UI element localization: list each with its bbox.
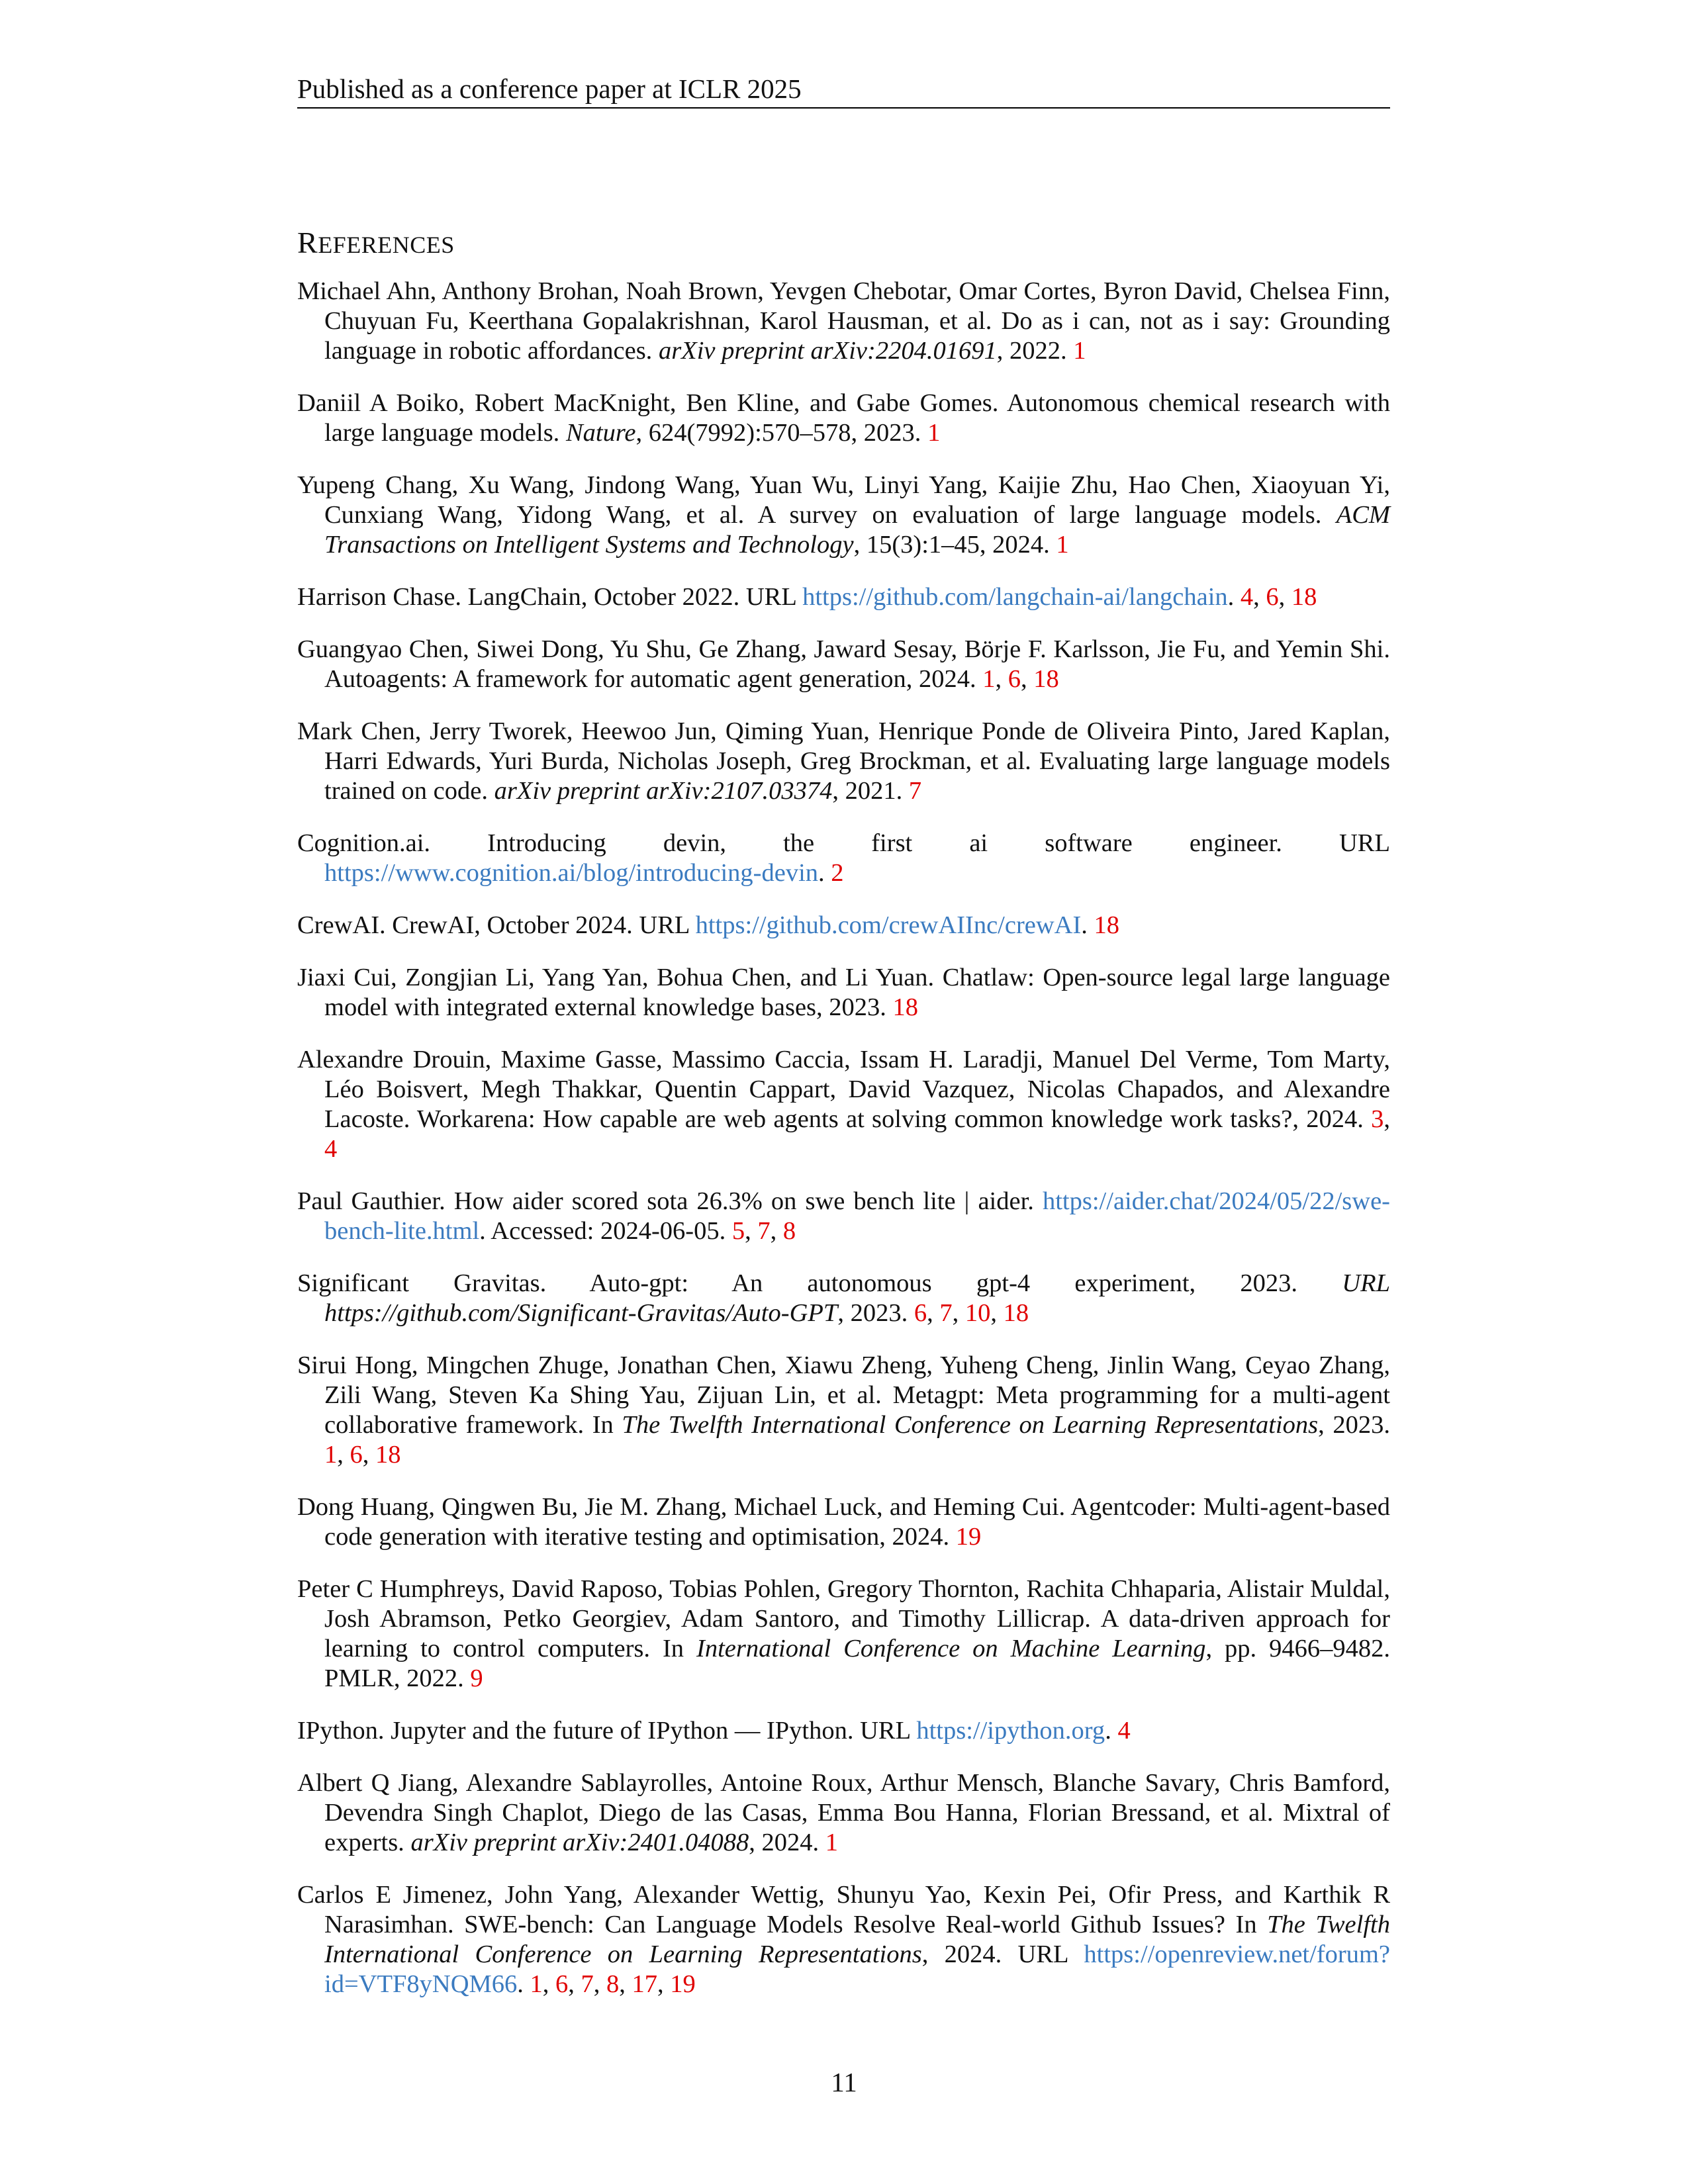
reference-text: Michael Ahn, Anthony Brohan, Noah Brown, Yevgen Chebotar, Omar Cortes, Byron David, Chelsea Finn, Chuyuan Fu, Keerthana Gopalakrishnan, Karol Hausman, et al. Do as i can, not as i say: Grounding language in robotic affordances. [297, 277, 1390, 365]
reference-text: , [1383, 1105, 1390, 1133]
venue-italic: The Twelfth International Conference on Learning Representations [324, 1911, 1390, 1968]
page-backref-link[interactable]: 9 [470, 1664, 483, 1692]
reference-entry [297, 1187, 1390, 1246]
venue-italic: ACM Transactions on Intelligent Systems and Technology [324, 501, 1390, 559]
venue-italic: arXiv preprint arXiv:2204.01691 [658, 337, 997, 365]
page-backref-link[interactable]: 8 [606, 1970, 620, 1998]
reference-text: CrewAI. CrewAI, October 2024. URL [297, 911, 696, 939]
venue-italic: arXiv preprint arXiv:2107.03374 [494, 777, 833, 805]
reference-text: Daniil A Boiko, Robert MacKnight, Ben Kline, and Gabe Gomes. Autonomous chemical research with large language models. [297, 389, 1390, 447]
page-backref-link[interactable]: 19 [670, 1970, 696, 1998]
page-backref-link[interactable]: 4 [1240, 583, 1254, 611]
reference-text: Guangyao Chen, Siwei Dong, Yu Shu, Ge Zhang, Jaward Sesay, Börje F. Karlsson, Jie Fu, and Yemin Shi. Autoagents: A framework for automatic agent generation, 2024. [297, 635, 1390, 693]
reference-text: , [1021, 665, 1034, 693]
page-backref-link[interactable]: 6 [350, 1441, 363, 1469]
reference-text: Cognition.ai. Introducing devin, the first ai software engineer. URL [297, 829, 1390, 857]
reference-entry [297, 963, 1390, 1023]
reference-text: , [619, 1970, 632, 1998]
reference-text: Jiaxi Cui, Zongjian Li, Yang Yan, Bohua Chen, and Li Yuan. Chatlaw: Open-source legal large language model with integrated external knowledge bases, 2023. [297, 964, 1390, 1021]
page-backref-link[interactable]: 6 [555, 1970, 569, 1998]
page-backref-link[interactable]: 17 [632, 1970, 657, 1998]
reference-entry [297, 1768, 1390, 1858]
url-link[interactable]: https://aider.chat/2024/05/22/swe-bench-lite.html [324, 1187, 1390, 1245]
reference-text: , [1278, 583, 1291, 611]
reference-text: , [745, 1217, 758, 1245]
reference-text: Peter C Humphreys, David Raposo, Tobias Pohlen, Gregory Thornton, Rachita Chhaparia, Alistair Muldal, Josh Abramson, Petko Georgiev, Adam Santoro, and Timothy Lillicrap. A data-driven approach for learning to control computers. In [297, 1575, 1390, 1662]
reference-entry [297, 1716, 1390, 1746]
reference-entry [297, 1492, 1390, 1552]
venue-italic: Nature [565, 419, 636, 447]
page-backref-link[interactable]: 7 [908, 777, 922, 805]
running-header: Published as a conference paper at ICLR 2025 [297, 73, 802, 104]
page-backref-link[interactable]: 2 [831, 859, 844, 887]
page-backref-link[interactable]: 7 [939, 1299, 953, 1327]
reference-entry [297, 471, 1390, 560]
venue-italic: International Conference on Machine Learning [696, 1635, 1206, 1662]
reference-text: , pp. 9466–9482. PMLR, 2022. [324, 1635, 1390, 1692]
reference-text: Sirui Hong, Mingchen Zhuge, Jonathan Chen, Xiawu Zheng, Yuheng Cheng, Jinlin Wang, Ceyao Zhang, Zili Wang, Steven Ka Shing Yau, Zijuan Lin, et al. Metagpt: Meta programming for a multi-agent collaborative framework. In [297, 1351, 1390, 1439]
reference-list [297, 277, 1390, 2022]
page-backref-link[interactable]: 18 [375, 1441, 401, 1469]
reference-text: . [1105, 1717, 1118, 1745]
section-title [297, 224, 455, 264]
reference-text: Mark Chen, Jerry Tworek, Heewoo Jun, Qiming Yuan, Henrique Ponde de Oliveira Pinto, Jared Kaplan, Harri Edwards, Yuri Burda, Nicholas Joseph, Greg Brockman, et al. Evaluating large language models trained on code. [297, 717, 1390, 805]
page-backref-link[interactable]: 1 [1073, 337, 1086, 365]
reference-text: . Accessed: 2024-06-05. [479, 1217, 732, 1245]
page-backref-link[interactable]: 19 [955, 1523, 982, 1551]
page-backref-link[interactable]: 1 [982, 665, 996, 693]
reference-text: , [990, 1299, 1004, 1327]
page-backref-link[interactable]: 18 [1094, 911, 1120, 939]
page-backref-link[interactable]: 7 [757, 1217, 771, 1245]
reference-text: , 15(3):1–45, 2024. [853, 531, 1056, 559]
reference-text: , [952, 1299, 965, 1327]
venue-italic: The Twelfth International Conference on Learning Representations [622, 1411, 1319, 1439]
reference-text: , [568, 1970, 581, 1998]
reference-entry [297, 1269, 1390, 1328]
page-backref-link[interactable]: 18 [1003, 1299, 1029, 1327]
reference-entry [297, 582, 1390, 612]
reference-text: , [1253, 583, 1266, 611]
reference-text: Dong Huang, Qingwen Bu, Jie M. Zhang, Michael Luck, and Heming Cui. Agentcoder: Multi-agent-based code generation with iterative testing and optimisation, 2024. [297, 1493, 1390, 1551]
reference-text: Yupeng Chang, Xu Wang, Jindong Wang, Yuan Wu, Linyi Yang, Kaijie Zhu, Hao Chen, Xiaoyuan Yi, Cunxiang Wang, Yidong Wang, et al. A survey on evaluation of large language models. [297, 471, 1390, 529]
reference-text: Harrison Chase. LangChain, October 2022. URL [297, 583, 803, 611]
reference-entry [297, 277, 1390, 366]
reference-text: , [337, 1441, 350, 1469]
page-backref-link[interactable]: 18 [1033, 665, 1059, 693]
reference-text: , 2023. [1318, 1411, 1390, 1439]
reference-text: , [362, 1441, 375, 1469]
reference-entry [297, 1351, 1390, 1470]
url-link[interactable]: https://ipython.org [916, 1717, 1105, 1745]
page-backref-link[interactable]: 6 [1266, 583, 1279, 611]
reference-text: . [1081, 911, 1094, 939]
reference-text: . [517, 1970, 530, 1998]
reference-text: , 2024. [749, 1829, 825, 1856]
page-backref-link[interactable]: 1 [825, 1829, 838, 1856]
section-title-rest: EFERENCES [318, 232, 455, 258]
page-backref-link[interactable]: 4 [324, 1135, 338, 1163]
reference-text: , 2024. URL [921, 1940, 1084, 1968]
url-link[interactable]: https://openreview.net/forum?id=VTF8yNQM66 [324, 1940, 1390, 1998]
url-link[interactable]: https://github.com/crewAIInc/crewAI [695, 911, 1082, 939]
reference-text: Alexandre Drouin, Maxime Gasse, Massimo Caccia, Issam H. Laradji, Manuel Del Verme, Tom Marty, Léo Boisvert, Megh Thakkar, Quentin Cappart, David Vazquez, Nicolas Chapados, and Alexandre Lacoste. Workarena: How capable are web agents at solving common knowledge work tasks?, 2024. [297, 1046, 1390, 1133]
reference-text: , 2022. [996, 337, 1074, 365]
reference-entry [297, 388, 1390, 448]
reference-text: , [770, 1217, 783, 1245]
page-backref-link[interactable]: 6 [1008, 665, 1021, 693]
page-backref-link[interactable]: 7 [581, 1970, 594, 1998]
page-backref-link[interactable]: 1 [530, 1970, 543, 1998]
reference-text: Significant Gravitas. Auto-gpt: An autonomous gpt-4 experiment, 2023. [297, 1269, 1342, 1297]
reference-text: . [818, 859, 831, 887]
reference-text: , 624(7992):570–578, 2023. [635, 419, 928, 447]
page-backref-link[interactable]: 1 [927, 419, 941, 447]
page-backref-link[interactable]: 4 [1117, 1717, 1131, 1745]
venue-italic: arXiv preprint arXiv:2401.04088 [410, 1829, 749, 1856]
reference-text: , 2023. [837, 1299, 914, 1327]
reference-entry [297, 1045, 1390, 1164]
header-rule [297, 107, 1390, 109]
reference-text: , [657, 1970, 671, 1998]
reference-text: , [593, 1970, 606, 1998]
reference-text: , [995, 665, 1008, 693]
reference-text: . [1227, 583, 1241, 611]
reference-entry [297, 1574, 1390, 1694]
section-title-initial: R [297, 226, 318, 259]
page-backref-link[interactable]: 6 [914, 1299, 927, 1327]
reference-text: Carlos E Jimenez, John Yang, Alexander Wettig, Shunyu Yao, Kexin Pei, Ofir Press, and Karthik R Narasimhan. SWE-bench: Can Language Models Resolve Real-world Github Issues? In [297, 1881, 1390, 1938]
reference-text: , [927, 1299, 940, 1327]
page-backref-link[interactable]: 1 [324, 1441, 338, 1469]
venue-italic: URL https://github.com/Significant-Gravitas/Auto-GPT [324, 1269, 1390, 1327]
page-number: 11 [831, 2067, 857, 2097]
reference-entry [297, 1880, 1390, 1999]
reference-text: , 2021. [832, 777, 909, 805]
reference-entry [297, 829, 1390, 888]
reference-entry [297, 911, 1390, 940]
page-backref-link[interactable]: 10 [964, 1299, 991, 1327]
reference-text: , [542, 1970, 555, 1998]
url-link[interactable]: https://github.com/langchain-ai/langchain [802, 583, 1228, 611]
url-link[interactable]: https://www.cognition.ai/blog/introducing-devin [324, 859, 819, 887]
page-backref-link[interactable]: 18 [892, 993, 919, 1021]
reference-text: Albert Q Jiang, Alexandre Sablayrolles, Antoine Roux, Arthur Mensch, Blanche Savary, Chris Bamford, Devendra Singh Chaplot, Diego de las Casas, Emma Bou Hanna, Florian Bressand, et al. Mixtral of experts. [297, 1769, 1390, 1856]
reference-text: Paul Gauthier. How aider scored sota 26.3% on swe bench lite | aider. [297, 1187, 1043, 1215]
page-backref-link[interactable]: 8 [782, 1217, 796, 1245]
reference-entry [297, 717, 1390, 806]
page-backref-link[interactable]: 18 [1291, 583, 1317, 611]
reference-text: IPython. Jupyter and the future of IPython — IPython. URL [297, 1717, 917, 1745]
page-backref-link[interactable]: 5 [731, 1217, 745, 1245]
page-backref-link[interactable]: 3 [1371, 1105, 1384, 1133]
page-backref-link[interactable]: 1 [1056, 531, 1069, 559]
reference-entry [297, 635, 1390, 694]
